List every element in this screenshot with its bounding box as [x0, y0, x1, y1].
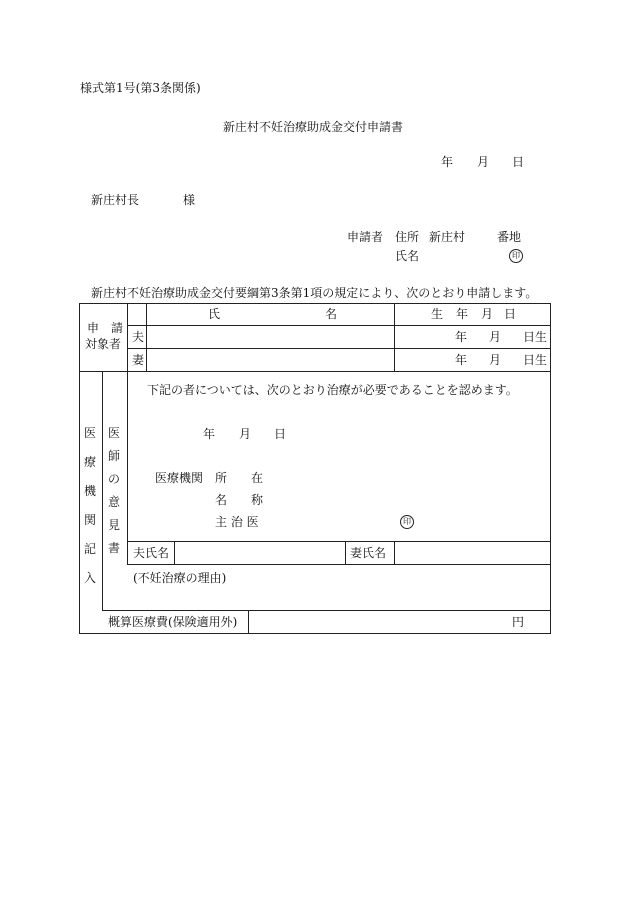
- subjects-label-line2: 対象者: [85, 337, 122, 351]
- applicant-label: 申請者: [347, 230, 384, 244]
- husband-birth-year: 年: [455, 330, 468, 344]
- wife-row-label: 妻: [132, 353, 145, 367]
- row-divider-husband: [127, 325, 551, 326]
- cost-row-top: [102, 610, 551, 611]
- date-month: 月: [477, 155, 490, 169]
- couple-name-middle-divider: [345, 541, 346, 565]
- medical-statement: 下記の者については、次のとおり治療が必要であることを認めます。: [147, 383, 518, 397]
- medical-vertical-label-char: 医: [83, 426, 96, 440]
- medical-date-month: 月: [239, 427, 252, 441]
- opinion-vertical-label-char: 書: [107, 541, 120, 555]
- medical-vertical-label-char: 関: [83, 513, 96, 527]
- doctor-seal-icon: 印: [400, 515, 414, 529]
- addressee-honorific: 様: [183, 193, 196, 207]
- medical-vertical-label-char: 療: [83, 455, 96, 469]
- medical-vertical-label-char: 記: [83, 542, 96, 556]
- opinion-label-divider: [127, 371, 128, 564]
- table-bottom-border: [79, 633, 551, 634]
- table-top-border: [79, 303, 551, 304]
- couple-name-row-bottom: [127, 564, 551, 565]
- medical-date-day: 日: [274, 427, 287, 441]
- cost-unit: 円: [512, 615, 525, 629]
- applicant-banchi: 番地: [497, 230, 522, 244]
- date-year: 年: [441, 155, 454, 169]
- name-header-1: 氏: [208, 307, 221, 321]
- intro-text: 新庄村不妊治療助成金交付要綱第3条第1項の規定により、次のとおり申請します。: [91, 286, 538, 300]
- birth-header-month: 月: [481, 307, 494, 321]
- cost-label: 概算医療費(保険適用外): [108, 615, 238, 629]
- applicant-village: 新庄村: [429, 230, 466, 244]
- opinion-vertical-label-char: 師: [107, 449, 120, 463]
- opinion-vertical-label-char: の: [107, 472, 120, 486]
- wife-birth-month: 月: [489, 353, 502, 367]
- document-title: 新庄村不妊治療助成金交付申請書: [223, 120, 404, 134]
- row-divider-wife: [127, 348, 551, 349]
- doctor-label: 主 治 医: [215, 515, 259, 529]
- institution-label: 医療機関: [155, 471, 204, 485]
- table-left-border: [79, 303, 80, 634]
- institution-name-label: 名 称: [215, 493, 264, 507]
- date-day: 日: [512, 155, 525, 169]
- husband-birth-day: 日生: [523, 330, 548, 344]
- opinion-vertical-label-char: 見: [107, 518, 120, 532]
- husband-name-label: 夫氏名: [133, 546, 170, 560]
- wife-name-label-divider: [394, 541, 395, 565]
- form-number: 様式第1号(第3条関係): [80, 81, 201, 95]
- birth-header-sei: 生: [431, 307, 444, 321]
- husband-name-label-divider: [174, 541, 175, 565]
- applicant-name-label: 氏名: [395, 249, 420, 263]
- cost-label-divider: [248, 610, 249, 634]
- infertility-reason-label: (不妊治療の理由): [133, 571, 227, 585]
- medical-vertical-label-char: 入: [83, 571, 96, 585]
- birth-column-divider: [394, 303, 395, 372]
- wife-name-label: 妻氏名: [350, 546, 387, 560]
- birth-header-day: 日: [504, 307, 517, 321]
- table-right-border: [550, 303, 551, 634]
- couple-name-row-top: [127, 541, 551, 542]
- subjects-bottom-line: [79, 371, 551, 372]
- applicant-address-label: 住所: [395, 230, 420, 244]
- husband-birth-month: 月: [489, 330, 502, 344]
- name-header-2: 名: [325, 307, 338, 321]
- medical-vertical-label-char: 機: [83, 484, 96, 498]
- applicant-seal-icon: 印: [509, 249, 523, 263]
- opinion-vertical-label-char: 医: [107, 426, 120, 440]
- wife-birth-year: 年: [455, 353, 468, 367]
- opinion-vertical-label-char: 意: [107, 495, 120, 509]
- institution-location-label: 所 在: [215, 471, 264, 485]
- subjects-label-divider: [127, 303, 128, 372]
- wife-birth-day: 日生: [523, 353, 548, 367]
- spouse-label-divider: [146, 303, 147, 372]
- medical-date-year: 年: [203, 427, 216, 441]
- birth-header-year: 年: [456, 307, 469, 321]
- husband-row-label: 夫: [132, 330, 145, 344]
- subjects-label-line1: 申 請: [87, 321, 124, 335]
- medical-label-divider: [102, 371, 103, 611]
- addressee-name: 新庄村長: [91, 193, 140, 207]
